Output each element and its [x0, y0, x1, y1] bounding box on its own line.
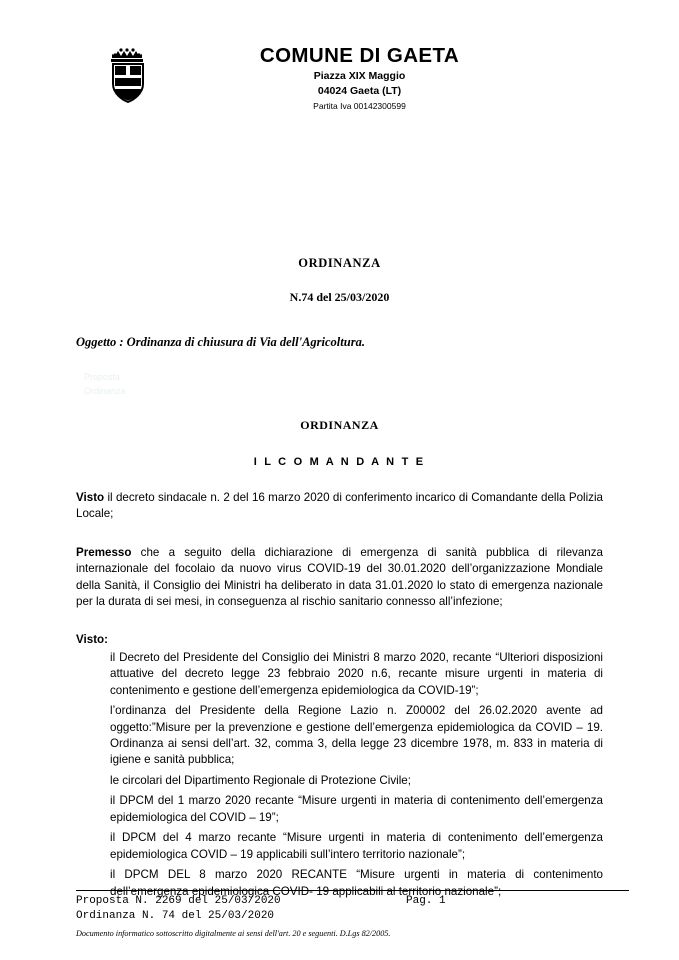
paragraph-visto	[76, 490, 603, 523]
paragraph-visto-lead: Visto	[76, 491, 105, 504]
document-role: I L C O M A N D A N T E	[253, 456, 426, 468]
paragraph-premesso-text: che a seguito della dichiarazione di emergenza di sanità pubblica di rilevanza internazionale del focolaio da nuovo virus COVID-19 del 30.01.2020 dell’organizzazione Mondiale della Sanità, il Consiglio dei Ministri ha deliberato in data 31.01.2020 lo stato di emergenza nazionale per la durata di sei mesi, in conseguenza al rischio sanitario connesso all’infezione;	[76, 545, 603, 609]
document-body	[76, 256, 603, 900]
watermark-line-1: Proposta	[84, 372, 121, 382]
footer-proposta-line	[76, 894, 629, 909]
list-item: il DPCM del 4 marzo recante “Misure urgenti in materia di contenimento dell’emergenza epidemiologica COVID – 19 applicabili sull’intero territorio nazionale”;	[110, 831, 603, 861]
document-subject: Oggetto : Ordinanza di chiusura di Via dell'Agricoltura.	[76, 335, 365, 349]
list-item: il DPCM del 1 marzo 2020 recante “Misure urgenti in materia di contenimento dell’emergenza epidemiologica del COVID – 19”;	[110, 794, 603, 824]
document-heading: ORDINANZA	[298, 256, 381, 270]
list-item: le circolari del Dipartimento Regionale di Protezione Civile;	[110, 773, 411, 787]
coat-of-arms-icon	[102, 44, 154, 106]
address-line-2: 04024 Gaeta (LT)	[317, 85, 402, 98]
document-header	[76, 0, 603, 136]
footer-signature-note: Documento informatico sottoscritto digitalmente ai sensi dell'art. 20 e seguenti. D.Lgs 82/2005.	[76, 929, 391, 938]
watermark-text	[76, 370, 603, 404]
document-number: N.74 del 25/03/2020	[289, 290, 390, 304]
visto-list	[76, 650, 603, 900]
list-item: l’ordinanza del Presidente della Regione Lazio n. Z00002 del 26.02.2020 avente ad oggetto:”Misure per la prevenzione e gestione dell’emergenza epidemiologica da COVID – 19. Ordinanza ai sensi dell’art. 32, comma 3, della legge 23 dicembre 1978, m. 833 in materia di igiene e sanità pubblica;	[110, 704, 603, 767]
vat-number: Partita Iva 00142300599	[313, 100, 406, 111]
footer-page-number: Pag. 1	[406, 895, 446, 908]
list-item: il Decreto del Presidente del Consiglio dei Ministri 8 marzo 2020, recante “Ulteriori disposizioni attuative del decreto legge 23 febbraio 2020 n.6, recante misure urgenti in materia di contenimento e gestione dell’emergenza epidemiologica da COVID-19”;	[110, 650, 603, 697]
paragraph-visto-text: il decreto sindacale n. 2 del 16 marzo 2020 di conferimento incarico di Comandante della Polizia Locale;	[76, 491, 603, 521]
footer-proposta: Proposta N. 2269 del 25/03/2020	[76, 895, 281, 908]
footer-ordinanza: Ordinanza N. 74 del 25/03/2020	[76, 910, 275, 923]
paragraph-premesso	[76, 545, 603, 611]
paragraph-premesso-lead: Premesso	[76, 545, 132, 559]
list-item: il DPCM DEL 8 marzo 2020 RECANTE “Misure urgenti in materia di contenimento dell’emergenza epidemiologica COVID- 19 applicabili al territorio nazionale”;	[110, 868, 603, 898]
footer-divider	[76, 890, 629, 891]
visto-list-label: Visto:	[76, 632, 108, 646]
page-title: COMUNE DI GAETA	[259, 44, 460, 67]
watermark-line-2: Ordinanza	[84, 386, 126, 397]
address-line-1: Piazza XIX Maggio	[313, 69, 406, 82]
document-footer	[76, 890, 629, 938]
document-heading-2: ORDINANZA	[300, 418, 379, 432]
